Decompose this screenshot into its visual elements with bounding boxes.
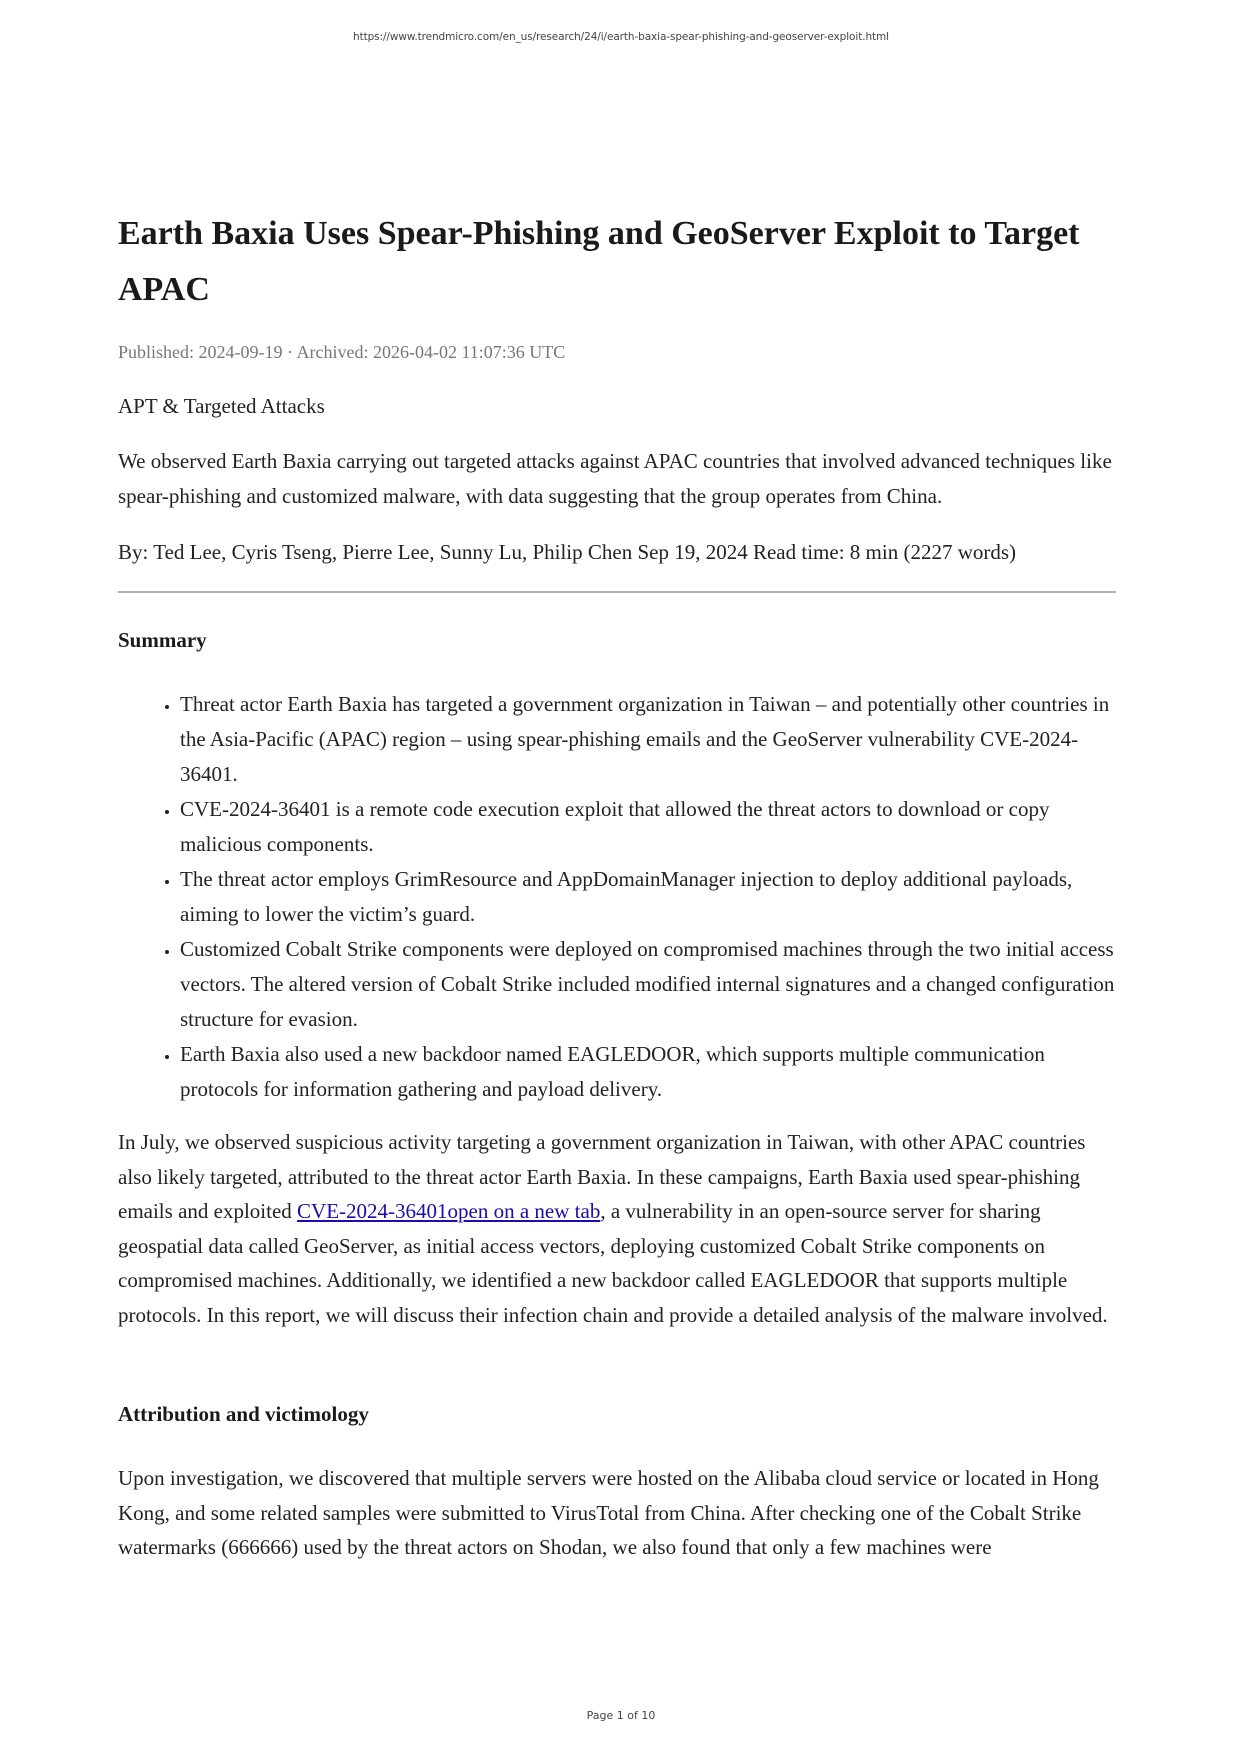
publish-meta: Published: 2024-09-19 · Archived: 2026-04-02 11:07:36 UTC xyxy=(118,342,566,362)
attribution-paragraph: Upon investigation, we discovered that multiple servers were hosted on the Alibaba cloud service or located in Hong Kong, and some related samples were submitted to VirusTotal from China. After checking one of the Cobalt Strike watermarks (666666) used by the threat actors on Shodan, we also found that only a few machines were xyxy=(118,1466,1099,1560)
page-url-header: https://www.trendmicro.com/en_us/research/24/i/earth-baxia-spear-phishing-and-geoserver-exploit.html xyxy=(353,31,889,43)
cve-link[interactable]: CVE-2024-36401open on a new tab xyxy=(297,1199,601,1224)
section-divider xyxy=(118,591,1116,593)
article-title: Earth Baxia Uses Spear-Phishing and GeoServer Exploit to Target APAC xyxy=(118,215,1080,308)
intro-text-after: , a vulnerability in an open-source server for sharing geospatial data called GeoServer, as initial access vectors, deploying customized Cobalt Strike components on compromised machines. Additionally, we identified a new backdoor called EAGLEDOOR that supports multiple protocols. In this report, we will discuss their infection chain and provide a detailed analysis of the malware involved. xyxy=(118,1199,1108,1327)
intro-text-before: In July, we observed suspicious activity targeting a government organization in Taiwan, with other APAC countries also likely targeted, attributed to the threat actor Earth Baxia. In these campaigns, Earth Baxia used spear-phishing emails and exploited xyxy=(118,1130,1086,1224)
summary-heading: Summary xyxy=(118,628,207,652)
article-category: APT & Targeted Attacks xyxy=(118,394,325,418)
summary-item: • CVE-2024-36401 is a remote code execution exploit that allowed the threat actors to download or copy malicious components. xyxy=(180,792,1116,862)
article-byline: By: Ted Lee, Cyris Tseng, Pierre Lee, Sunny Lu, Philip Chen Sep 19, 2024 Read time: 8 min (2227 words) xyxy=(118,540,1017,564)
summary-item: • Customized Cobalt Strike components were deployed on compromised machines through the two initial access vectors. The altered version of Cobalt Strike included modified internal signatures and a changed configuration structure for evasion. xyxy=(180,932,1116,1037)
article-lede: We observed Earth Baxia carrying out targeted attacks against APAC countries that involved advanced techniques like spear-phishing and customized malware, with data suggesting that the group operates from China. xyxy=(118,449,1112,508)
summary-item: • The threat actor employs GrimResource and AppDomainManager injection to deploy additional payloads, aiming to lower the victim’s guard. xyxy=(180,862,1116,932)
page-number: Page 1 of 10 xyxy=(586,1709,656,1722)
attribution-heading: Attribution and victimology xyxy=(118,1402,369,1426)
summary-item: • Threat actor Earth Baxia has targeted a government organization in Taiwan – and potentially other countries in the Asia-Pacific (APAC) region – using spear-phishing emails and the GeoServer vulnerability CVE-2024-36401. xyxy=(180,687,1116,792)
summary-list xyxy=(118,687,1116,1107)
summary-item: • Earth Baxia also used a new backdoor named EAGLEDOOR, which supports multiple communication protocols for information gathering and payload delivery. xyxy=(180,1037,1116,1107)
intro-paragraph xyxy=(118,1125,1116,1333)
